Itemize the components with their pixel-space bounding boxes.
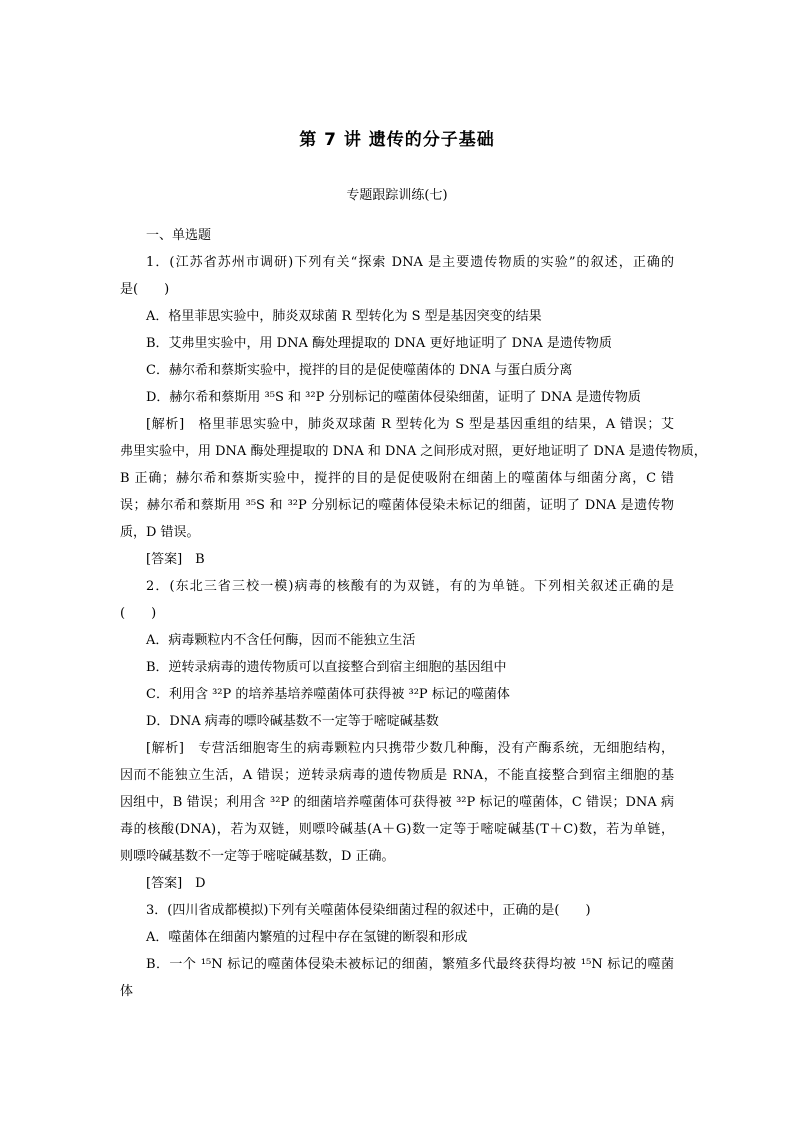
text-line: B．一个 ¹⁵N 标记的噬菌体侵染未被标记的细菌，繁殖多代最终获得均被 ¹⁵N 标记的噬菌 xyxy=(146,957,674,972)
text-line: 体 xyxy=(120,984,134,999)
text-line: 则嘌呤碱基数不一定等于嘧啶碱基数，D 正确。 xyxy=(120,849,395,864)
text-line: [答案] D xyxy=(146,876,206,891)
document-body xyxy=(120,222,707,1005)
text-line: B 正确；赫尔希和蔡斯实验中，搅拌的目的是促使吸附在细菌上的噬菌体与细菌分离，C 错 xyxy=(120,471,674,486)
text-line: 2．(东北三省三校一模)病毒的核酸有的为双链，有的为单链。下列相关叙述正确的是 xyxy=(146,579,674,594)
text-line: 毒的核酸(DNA)，若为双链，则嘌呤碱基(A＋G)数一定等于嘧啶碱基(T＋C)数，若为单链， xyxy=(120,822,674,837)
page-subtitle: 专题跟踪训练(七) xyxy=(346,188,448,203)
text-line: [解析] 专营活细胞寄生的病毒颗粒内只携带少数几种酶，没有产酶系统，无细胞结构， xyxy=(146,741,674,756)
text-line: ( ) xyxy=(120,606,157,621)
text-line: 是( ) xyxy=(120,282,170,297)
text-line: C．利用含 ³²P 的培养基培养噬菌体可获得被 ³²P 标记的噬菌体 xyxy=(146,687,510,702)
text-line: A．格里菲思实验中，肺炎双球菌 R 型转化为 S 型是基因突变的结果 xyxy=(146,309,542,324)
text-line: [解析] 格里菲思实验中，肺炎双球菌 R 型转化为 S 型是基因重组的结果，A 错误；艾 xyxy=(146,417,674,432)
text-line: A．病毒颗粒内不含任何酶，因而不能独立生活 xyxy=(146,633,416,648)
text-line: B．艾弗里实验中，用 DNA 酶处理提取的 DNA 更好地证明了 DNA 是遗传物质 xyxy=(146,336,612,351)
text-line: B．逆转录病毒的遗传物质可以直接整合到宿主细胞的基因组中 xyxy=(146,660,507,675)
page-title: 第 7 讲 遗传的分子基础 xyxy=(299,130,495,150)
text-line: 3．(四川省成都模拟)下列有关噬菌体侵染细菌过程的叙述中，正确的是( ) xyxy=(146,903,591,918)
text-line: 因组中，B 错误；利用含 ³²P 的细菌培养噬菌体可获得被 ³²P 标记的噬菌体，C 错误；DNA 病 xyxy=(120,795,674,810)
text-line: 质，D 错误。 xyxy=(120,525,200,540)
text-line: 1．(江苏省苏州市调研)下列有关“探索 DNA 是主要遗传物质的实验”的叙述，正确的 xyxy=(146,255,674,270)
text-line: 因而不能独立生活，A 错误；逆转录病毒的遗传物质是 RNA，不能直接整合到宿主细胞的基 xyxy=(120,768,674,783)
text-line: D．DNA 病毒的嘌呤碱基数不一定等于嘧啶碱基数 xyxy=(146,714,439,729)
text-line: D．赫尔希和蔡斯用 ³⁵S 和 ³²P 分别标记的噬菌体侵染细菌，证明了 DNA 是遗传物质 xyxy=(146,390,641,405)
text-line: [答案] B xyxy=(146,552,205,567)
text-line: 弗里实验中，用 DNA 酶处理提取的 DNA 和 DNA 之间形成对照，更好地证明了 DNA 是遗传物质， xyxy=(120,444,707,459)
text-line: A．噬菌体在细菌内繁殖的过程中存在氢键的断裂和形成 xyxy=(146,930,468,945)
text-line: 一、单选题 xyxy=(146,228,212,243)
text-line: C．赫尔希和蔡斯实验中，搅拌的目的是促使噬菌体的 DNA 与蛋白质分离 xyxy=(146,363,573,378)
text-line: 误；赫尔希和蔡斯用 ³⁵S 和 ³²P 分别标记的噬菌体侵染未标记的细菌，证明了 DNA 是遗传物 xyxy=(120,498,674,513)
